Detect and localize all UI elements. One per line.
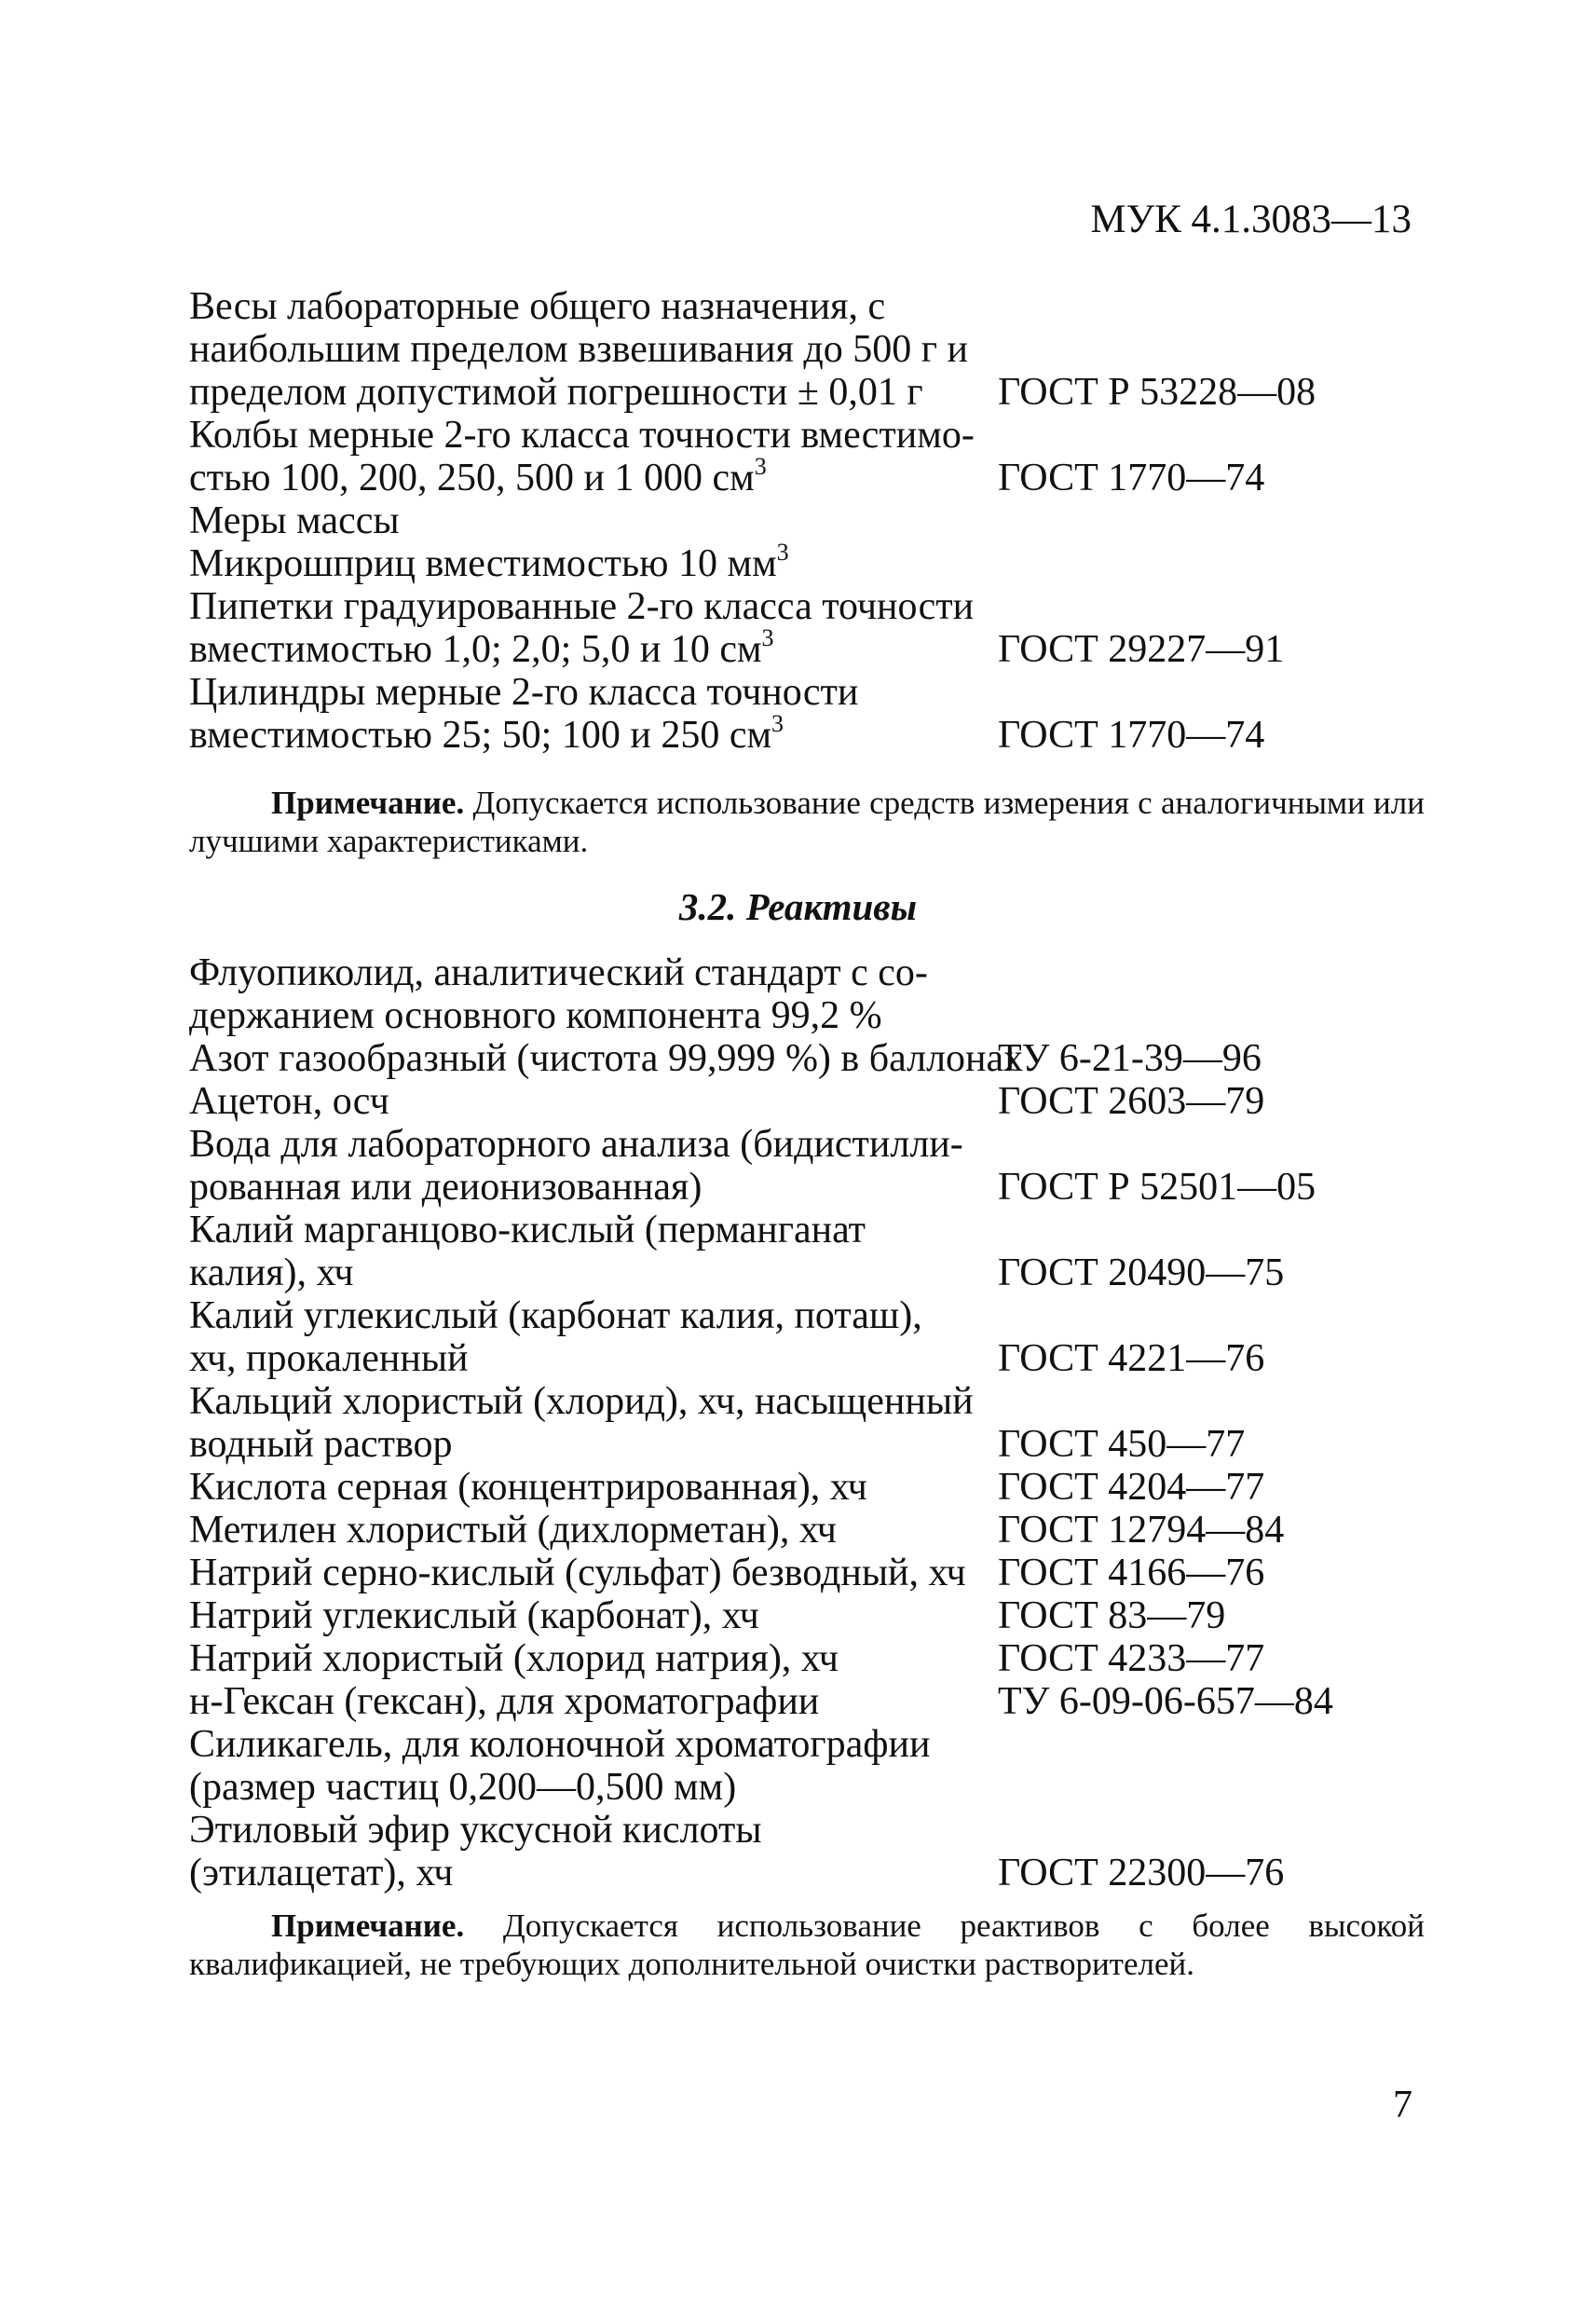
reagents-item-text: Натрий хлористый (хлорид натрия), хч: [189, 1637, 839, 1680]
equipment-item-text: Весы лабораторные общего назначения, с: [189, 285, 886, 328]
unit-superscript: 3: [761, 624, 774, 651]
equipment-item-text: Микрошприц вместимостью 10 $мм^3$: [189, 539, 789, 585]
reagents-standard-ref: ГОСТ 4204—77: [998, 1466, 1265, 1509]
reagents-item-text: хч, прокаленный: [189, 1337, 469, 1380]
reagents-item-text: Калий марганцово-кислый (перманганат: [189, 1209, 866, 1251]
reagents-item-text: Калий углекислый (карбонат калия, поташ),: [189, 1294, 922, 1337]
reagents-standard-ref: ГОСТ 4221—76: [998, 1337, 1265, 1380]
reagents-line: [189, 1380, 1447, 1423]
reagents-standard-ref: ГОСТ 2603—79: [998, 1080, 1265, 1123]
equipment-standard-ref: ГОСТ 29227—91: [998, 628, 1285, 671]
reagents-line: [189, 1294, 1447, 1337]
equipment-item-text: Цилиндры мерные 2-го класса точности: [189, 671, 859, 714]
equipment-standard-ref: ГОСТ 1770—74: [998, 457, 1265, 499]
equipment-line: [189, 328, 1447, 371]
equipment-line: [189, 285, 1447, 328]
reagents-standard-ref: ГОСТ 12794—84: [998, 1509, 1285, 1552]
reagents-standard-ref: ГОСТ 83—79: [998, 1594, 1226, 1637]
equipment-line: [189, 371, 1447, 414]
unit-superscript: 3: [754, 453, 767, 480]
equipment-line: [189, 585, 1447, 628]
note-label: Примечание.: [271, 1908, 465, 1944]
reagents-line: [189, 1166, 1447, 1209]
reagents-line: [189, 1509, 1447, 1552]
note-label: Примечание.: [271, 785, 465, 821]
equipment-line: [189, 499, 1447, 542]
reagents-item-text: водный раствор: [189, 1423, 453, 1466]
reagents-item-text: Натрий углекислый (карбонат), хч: [189, 1594, 759, 1637]
reagents-line: [189, 1594, 1447, 1637]
reagents-line: [189, 1209, 1447, 1251]
document-number: МУК 4.1.3083—13: [1090, 198, 1412, 241]
reagents-line: [189, 1251, 1447, 1294]
equipment-note: [189, 784, 1425, 860]
reagents-line: [189, 1123, 1447, 1166]
page-number: 7: [1393, 2084, 1412, 2126]
equipment-list: [189, 285, 1447, 757]
reagents-item-text: Силикагель, для колоночной хроматографии: [189, 1723, 931, 1766]
reagents-item-text: Флуопиколид, аналитический стандарт с со-: [189, 951, 928, 994]
equipment-line: [189, 414, 1447, 457]
reagents-item-text: Азот газообразный (чистота 99,999 %) в баллонах: [189, 1037, 1024, 1080]
equipment-line: [189, 624, 1447, 671]
unit-superscript: 3: [776, 539, 789, 566]
reagents-item-text: держанием основного компонента 99,2 %: [189, 994, 882, 1037]
equipment-line: [189, 710, 1447, 757]
reagents-item-text: н-Гексан (гексан), для хроматографии: [189, 1680, 820, 1723]
reagents-item-text: Вода для лабораторного анализа (бидистилли-: [189, 1123, 963, 1166]
reagents-line: [189, 1080, 1447, 1123]
equipment-item-text: Колбы мерные 2-го класса точности вместимо-: [189, 414, 975, 457]
reagents-item-text: (размер частиц 0,200—0,500 мм): [189, 1766, 737, 1809]
reagents-item-text: Ацетон, осч: [189, 1080, 389, 1123]
equipment-item-text: стью 100, 200, 250, 500 и 1 000 $см^3$: [189, 453, 767, 499]
equipment-line: [189, 453, 1447, 499]
reagents-item-text: калия), хч: [189, 1251, 354, 1294]
reagents-line: [189, 1423, 1447, 1466]
reagent-list: [189, 951, 1447, 1894]
reagents-line: [189, 1552, 1447, 1594]
reagents-standard-ref: ГОСТ 4166—76: [998, 1552, 1265, 1594]
equipment-item-text: вместимостью 25; 50; 100 и 250 $см^3$: [189, 710, 784, 757]
reagents-item-text: Кислота серная (концентрированная), хч: [189, 1466, 867, 1509]
reagents-standard-ref: ТУ 6-09-06-657—84: [998, 1680, 1333, 1723]
reagents-standard-ref: ГОСТ 4233—77: [998, 1637, 1265, 1680]
equipment-item-text: наибольшим пределом взвешивания до 500 г и: [189, 328, 968, 371]
reagents-item-text: Этиловый эфир уксусной кислоты: [189, 1809, 762, 1852]
section-title: 3.2. Реактивы: [678, 885, 918, 928]
reagents-standard-ref: ГОСТ 22300—76: [998, 1852, 1285, 1894]
reagents-item-text: Кальций хлористый (хлорид), хч, насыщенный: [189, 1380, 974, 1423]
equipment-item-text: вместимостью 1,0; 2,0; 5,0 и 10 $см^3$: [189, 624, 774, 671]
reagents-standard-ref: ТУ 6-21-39—96: [998, 1037, 1262, 1080]
equipment-line: [189, 671, 1447, 714]
reagents-item-text: Натрий серно-кислый (сульфат) безводный, хч: [189, 1552, 966, 1594]
reagents-line: [189, 1680, 1447, 1723]
unit-superscript: 3: [771, 710, 784, 737]
reagents-line: [189, 1723, 1447, 1766]
reagents-line: [189, 951, 1447, 994]
equipment-line: [189, 539, 1447, 585]
reagents-note: [189, 1907, 1425, 1983]
reagents-line: [189, 1466, 1447, 1509]
note-text: Допускается использование реактивов с более высокой квалификацией, не требующих дополнительной очистки растворителей.: [189, 1908, 1425, 1982]
reagents-standard-ref: ГОСТ 450—77: [998, 1423, 1246, 1466]
reagents-line: [189, 1337, 1447, 1380]
reagents-item-text: (этилацетат), хч: [189, 1852, 454, 1894]
reagents-line: [189, 1852, 1447, 1894]
reagents-line: [189, 994, 1447, 1037]
reagents-item-text: рованная или деионизованная): [189, 1166, 703, 1209]
reagents-line: [189, 1766, 1447, 1809]
equipment-standard-ref: ГОСТ 1770—74: [998, 714, 1265, 757]
reagents-line: [189, 1809, 1447, 1852]
reagents-line: [189, 1037, 1447, 1080]
equipment-item-text: пределом допустимой погрешности ± 0,01 г: [189, 371, 923, 414]
reagents-line: [189, 1637, 1447, 1680]
equipment-item-text: Пипетки градуированные 2-го класса точности: [189, 585, 975, 628]
note-text: Допускается использование средств измерения с аналогичными или лучшими характеристиками.: [189, 785, 1425, 859]
reagents-item-text: Метилен хлористый (дихлорметан), хч: [189, 1509, 837, 1552]
reagents-standard-ref: ГОСТ 20490—75: [998, 1251, 1285, 1294]
equipment-item-text: Меры массы: [189, 499, 400, 542]
equipment-standard-ref: ГОСТ Р 53228—08: [998, 371, 1316, 414]
reagents-standard-ref: ГОСТ Р 52501—05: [998, 1166, 1316, 1209]
